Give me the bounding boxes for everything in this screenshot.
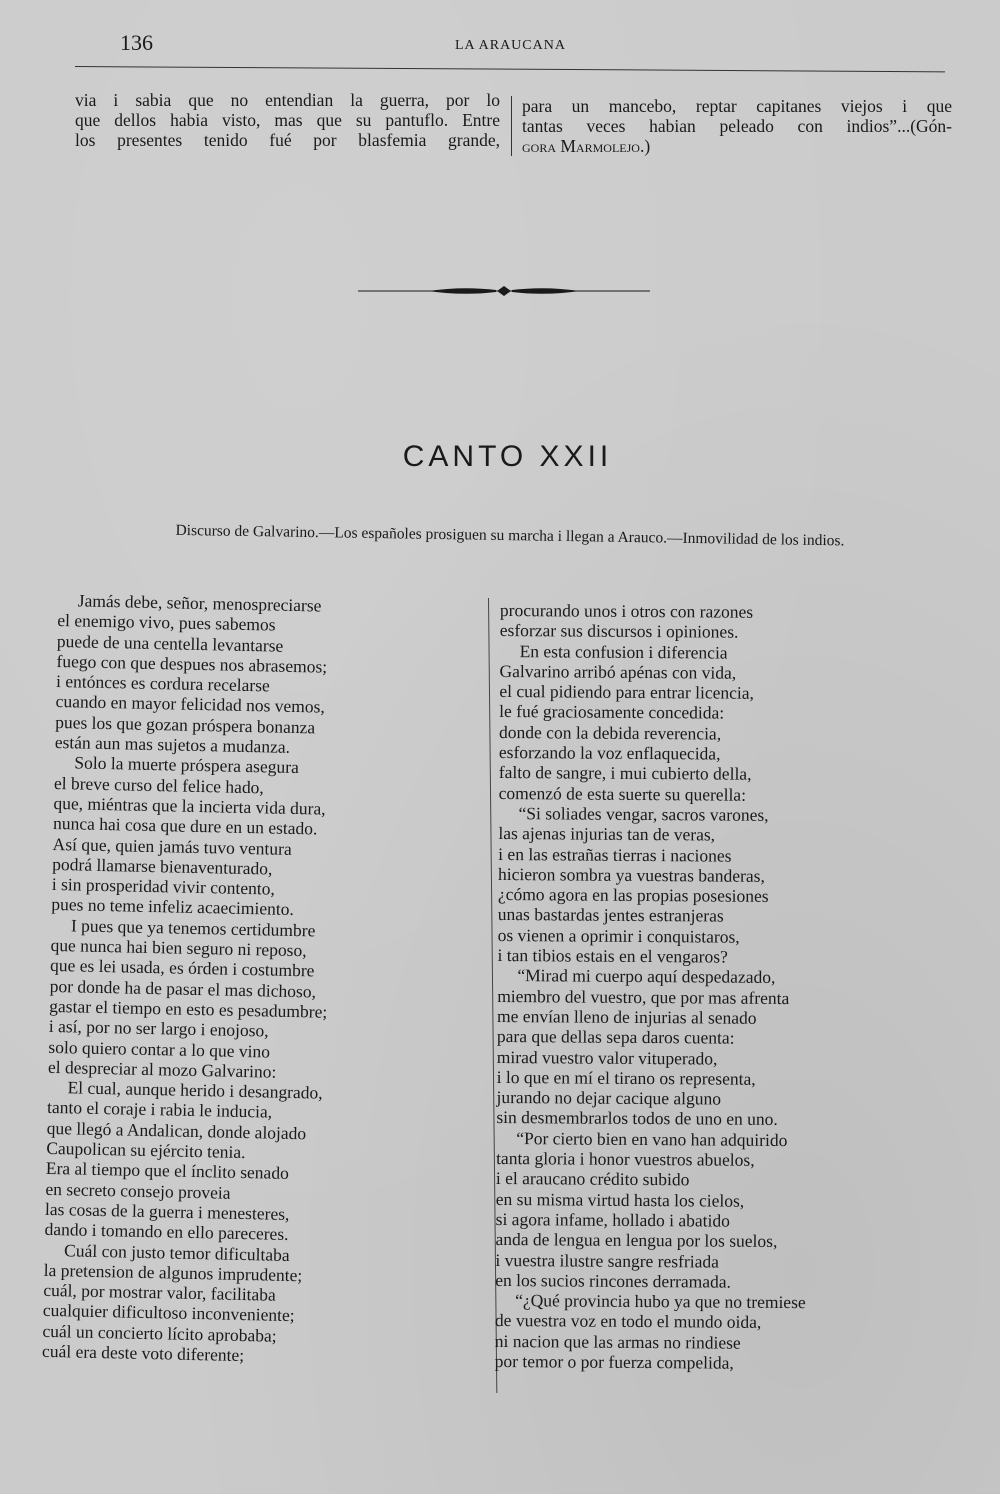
verse-line: pues los que gozan próspera bonanza [55,711,316,738]
verse-line: “¿Qué provincia hubo ya que no tremiese [515,1290,806,1313]
verse-line: mirad vuestro valor vituperado, [496,1046,718,1069]
verse-line: i entónces es cordura recelarse [55,671,271,696]
verse-line: Cuál con justo temor dificultaba [63,1239,290,1265]
dash-diamond-ornament-icon [358,283,650,299]
verse-line: pues no teme infeliz acaecimiento. [51,894,295,920]
verse-line: Era al tiempo que el ínclito senado [45,1158,290,1184]
verse-line: “Si soliades vengar, sacros varones, [518,803,769,825]
verse-line: en los sucios rincones derramada. [495,1269,732,1292]
verse-line: donde con la debida reverencia, [499,721,722,744]
verse-line: que llegó a Andalican, donde alojado [46,1117,307,1144]
verse-line: las cosas de la guerra i menesteres, [44,1198,290,1224]
verse-line: le fué graciosamente concedida: [499,701,725,724]
verse-line: “Por cierto bien en vano han adquirido [516,1127,788,1150]
verse-line: si agora infame, hollado i abatido [495,1208,730,1231]
footnote-line: los presentes tenido fué por blasfemia grande, [75,130,500,150]
verse-line: las ajenas injurias tan de veras, [498,823,716,845]
verse-line: procurando unos i otros con razones [499,600,754,622]
verse-line: os vienen a oprimir i conquistaros, [497,924,740,947]
verse-line: comenzó de esta suerte su querella: [498,782,747,805]
verse-line: en secreto consejo proveia [45,1178,231,1203]
verse-line: i así, por no ser largo i enojoso, [48,1016,269,1041]
verse-line: puede de una centella levantarse [56,630,284,656]
verse-line: i el araucano crédito subido [495,1168,690,1190]
verse-line: podrá llamarse bienaventurado, [52,853,273,879]
verse-line: me envían lleno de injurias al senado [497,1005,757,1028]
verse-line: dando i tomando en ello pareceres. [44,1219,289,1245]
verse-line: de vuestra voz en todo el mundo oida, [494,1310,762,1333]
verse-line: Caupolican su ejército tenia. [46,1137,246,1163]
verse-line: cuando en mayor felicidad nos vemos, [55,691,326,718]
verse-line: que, miéntras que la incierta vida dura, [53,792,326,819]
running-title: LA ARAUCANA [455,38,566,53]
verse-line: para que dellas sepa daros cuenta: [496,1026,735,1048]
verse-line: anda de lengua en lengua por los suelos, [495,1229,778,1252]
verse-line: Solo la muerte próspera asegura [74,752,300,778]
verse-line: el cual pidiendo para entrar licencia, [499,681,755,703]
verse-line: tanta gloria i honor vuestros abuelos, [496,1148,755,1170]
verse-line: Jamás debe, señor, menospreciarse [77,590,322,616]
verse-line: jurando no dejar cacique alguno [496,1087,722,1109]
verse-line: que es lei usada, es órden i costumbre [49,955,315,981]
verse-line: por donde ha de pasar el mas dichoso, [49,975,317,1002]
footnote-column-divider [511,96,512,156]
verse-line: unas bastardas jentes estranjeras [497,904,724,927]
verse-line: i sin prosperidad vivir contento, [51,874,276,899]
footnote-line: gora Marmolejo.) [522,136,651,156]
verse-line: falto de sangre, i mui cubierto della, [498,762,752,785]
verse-line: gastar el tiempo en esto es pesadumbre; [49,995,328,1022]
verse-line: Así que, quien jamás tuvo ventura [52,833,292,859]
verse-line: nunca hai cosa que dure en un estado. [52,813,318,839]
footnote-right-column [522,96,952,156]
verse-line: cuál era deste voto diferente; [41,1340,245,1366]
verse-line: sin desmembrarlos todos de uno en uno. [496,1107,778,1130]
verse-line: el despreciar al mozo Galvarino: [47,1056,277,1082]
verse-line: ni nacion que las armas no rindiese [494,1330,741,1353]
verse-line: que nunca hai bien seguro ni reposo, [50,934,307,961]
verse-line: i en las estrañas tierras i naciones [498,843,732,866]
verse-line: El cual, aunque herido i desangrado, [67,1077,323,1103]
verse-line: cuál un concierto lícito aprobaba; [42,1320,277,1346]
verse-line: solo quiero contar a lo que vino [48,1036,271,1062]
verse-line: I pues que ya tenemos certidumbre [70,915,316,941]
footnote-left-column [75,90,500,150]
verse-line: están aun mas sujetos a mudanza. [54,732,291,757]
footnote-line: para un mancebo, reptar capitanes viejos i que [522,96,952,116]
footnote-block [75,90,955,160]
verse-line: tanto el coraje i rabia le inducia, [46,1097,273,1123]
verse-line: cuál, por mostrar valor, facilitaba [43,1279,277,1305]
verse-left-column [42,590,458,1369]
page-number: 136 [120,30,153,55]
verse-line: i tan tibios estais en el vengaros? [497,945,728,967]
footnote-line: tantas veces habian peleado con indios”...(Gón- [522,116,952,136]
canto-title: CANTO XXII [402,440,613,473]
verse-line: i vuestra ilustre sangre resfriada [495,1249,719,1272]
verse-line: el breve curso del felice hado, [53,772,265,798]
footnote-line: via i sabia que no entendian la guerra, por lo [75,90,500,110]
verse-line: miembro del vuestro, que por mas afrenta [497,985,790,1008]
verse-line: i lo que en mí el tirano os representa, [496,1066,756,1089]
verse-line: En esta confusion i diferencia [519,640,728,663]
verse-line: “Mirad mi cuerpo aquí despedazado, [517,965,776,988]
verse-right-column [495,600,900,1374]
verse-line: cualquier dificultoso inconveniente; [42,1300,295,1326]
footnote-line: que dellos habia visto, mas que su pantuflo. Entre [75,110,500,130]
page-header [120,30,940,70]
verse-line: hicieron sombra ya vuestras banderas, [498,863,765,886]
verse-line: Galvarino arribó apénas con vida, [499,660,737,683]
verse-line: la pretension de algunos imprudente; [43,1259,303,1286]
verse-line: el enemigo vivo, pues sabemos [57,610,276,635]
verse-line: esforzando la voz enflaquecida, [498,742,721,764]
verse-line: fuego con que despues nos abrasemos; [56,650,328,677]
canto-argument: Discurso de Galvarino.—Los españoles prosiguen su marcha i llegan a Arauco.—Inmovilidad de los indios. [175,521,845,550]
verse-line: en su misma virtud hasta los cielos, [495,1188,745,1211]
verse-line: esforzar sus discursos i opiniones. [499,620,739,642]
verse-line: ¿cómo agora en las propias posesiones [497,884,769,907]
verse-line: por temor o por fuerza compelida, [494,1350,734,1373]
